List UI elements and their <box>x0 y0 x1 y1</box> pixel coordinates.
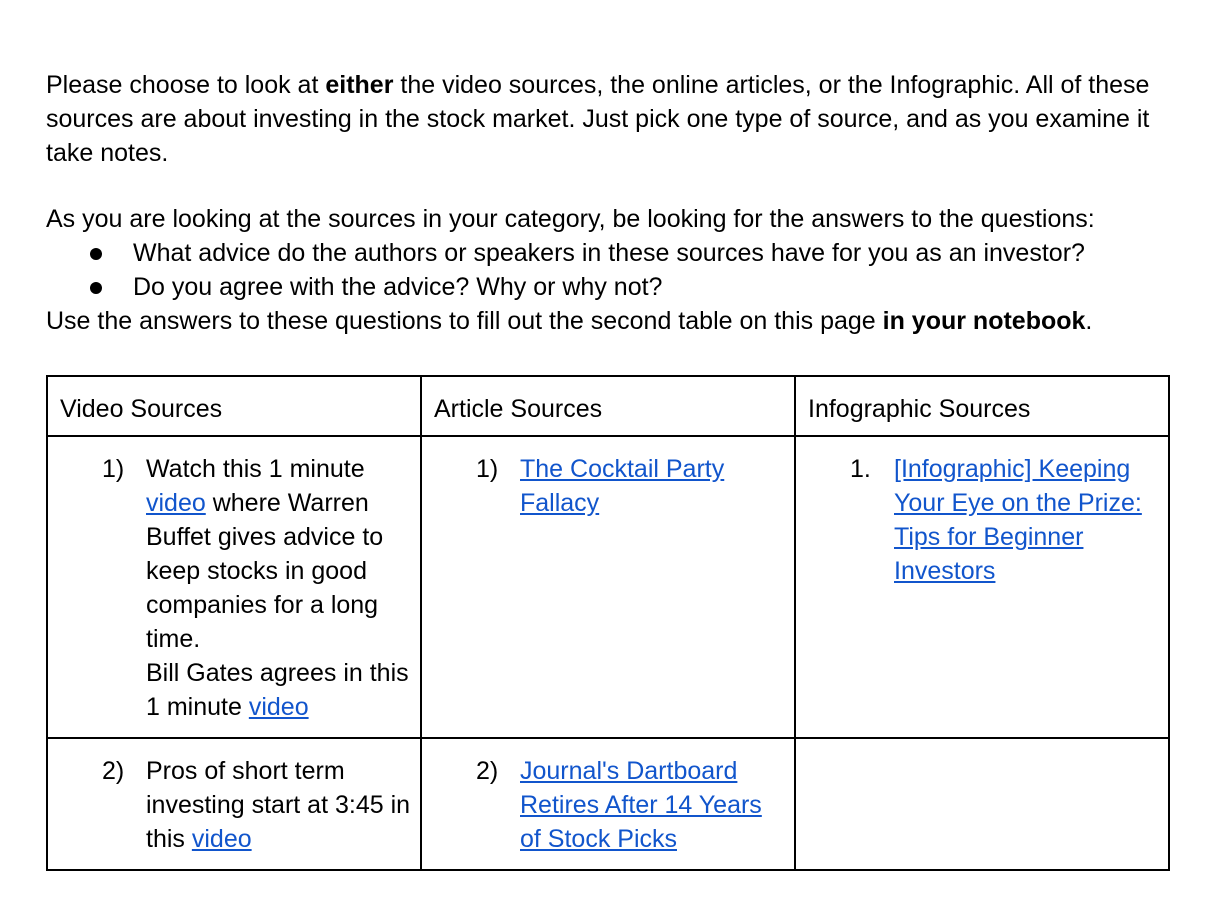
list-number: 2) <box>476 757 499 785</box>
short-term-video-link[interactable]: video <box>191 825 252 853</box>
question-item <box>46 270 1176 304</box>
video-cell-1 <box>47 436 421 738</box>
gates-video-link[interactable]: video <box>248 693 309 721</box>
questions-intro: As you are looking at the sources in your category, be looking for the answers to the questions: <box>46 205 1095 233</box>
intro-paragraph <box>46 68 1176 170</box>
list-number: 1) <box>102 455 125 483</box>
article-cell-2 <box>421 738 795 870</box>
question-text: What advice do the authors or speakers in these sources have for you as an investor? <box>133 239 1085 267</box>
video-cell-2 <box>47 738 421 870</box>
question-text: Do you agree with the advice? Why or why not? <box>133 273 663 301</box>
questions-list <box>46 236 1176 304</box>
table-row <box>47 436 1169 738</box>
instructions <box>46 68 1176 338</box>
video-item-text: where Warren Buffet gives advice to keep stocks in good companies for a long time. <box>146 489 384 653</box>
video-item-text: Watch this 1 minute <box>146 455 365 483</box>
bullet-icon <box>90 248 102 260</box>
infographic-cell-2-empty <box>795 738 1169 870</box>
buffett-video-link[interactable]: video <box>146 489 206 517</box>
table-row <box>47 738 1169 870</box>
video-item-text: Bill Gates agrees in this 1 minute <box>146 659 409 721</box>
bullet-icon <box>90 282 102 294</box>
notebook-bold: in your notebook <box>882 307 1086 335</box>
header-video-sources: Video Sources <box>47 376 421 436</box>
sources-table <box>46 375 1170 871</box>
cocktail-party-article-link[interactable]: The Cocktail Party Fallacy <box>520 455 725 517</box>
notebook-period: . <box>1085 307 1093 335</box>
list-number: 1) <box>476 455 499 483</box>
question-item <box>46 236 1176 270</box>
notebook-text: Use the answers to these questions to fill out the second table on this page <box>46 307 883 335</box>
article-cell-1 <box>421 436 795 738</box>
table-header-row <box>47 376 1169 436</box>
header-infographic-sources: Infographic Sources <box>795 376 1169 436</box>
infographic-link[interactable]: [Infographic] Keeping Your Eye on the Prize: Tips for Beginner Investors <box>894 455 1142 585</box>
video-item-text: Pros of short term investing start at 3:45 in this <box>146 757 411 853</box>
intro-text-start: Please choose to look at <box>46 71 326 99</box>
header-article-sources: Article Sources <box>421 376 795 436</box>
list-number: 2) <box>102 757 125 785</box>
intro-text-end: the video sources, the online articles, or the Infographic. All of these sources are about investing in the stock market. Just pick one type of source, and as you examine it take notes. <box>46 71 1150 167</box>
video-item-1 <box>146 452 412 724</box>
dartboard-article-link[interactable]: Journal's Dartboard Retires After 14 Years of Stock Picks <box>520 757 762 853</box>
notebook-instruction <box>46 304 1176 338</box>
infographic-cell-1 <box>795 436 1169 738</box>
intro-bold-either: either <box>325 71 394 99</box>
list-number: 1. <box>850 455 871 483</box>
